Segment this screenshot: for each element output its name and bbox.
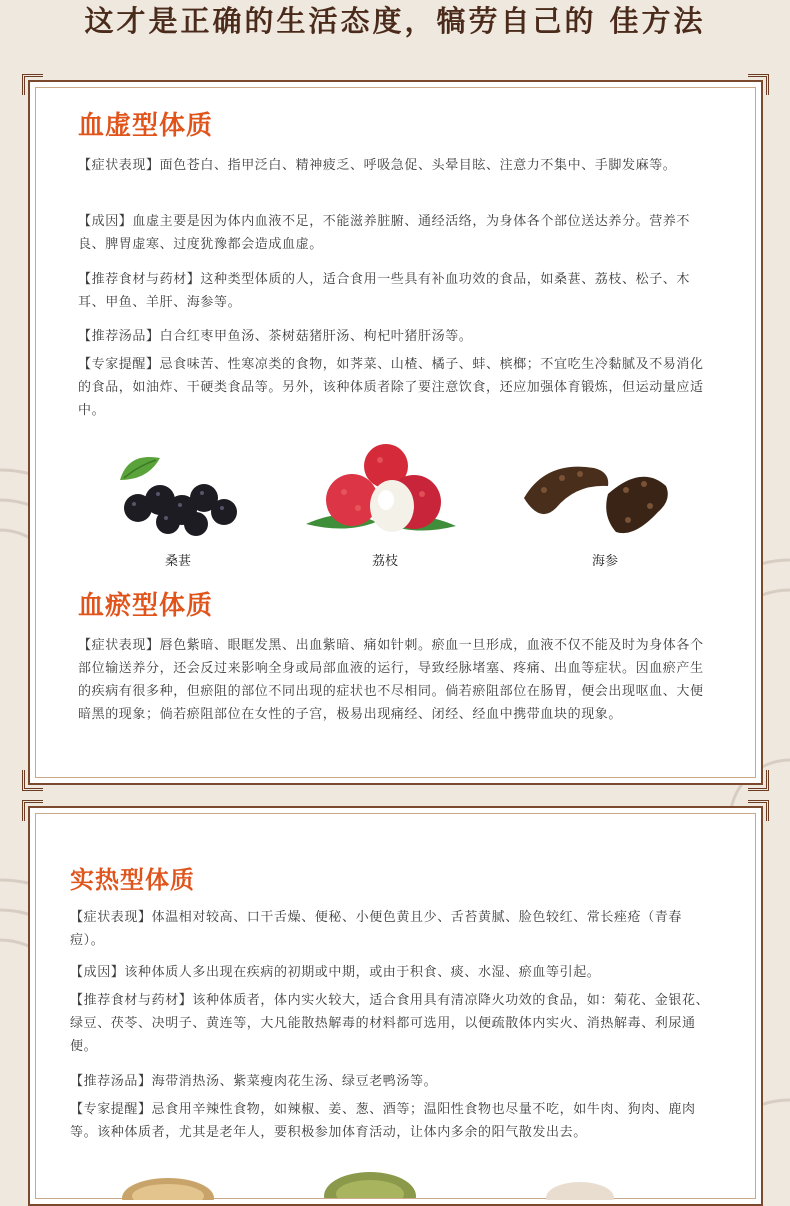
frame-corner bbox=[22, 770, 43, 791]
frame-corner bbox=[748, 770, 769, 791]
paragraph: 【推荐汤品】海带消热汤、紫菜瘦肉花生汤、绿豆老鸭汤等。 bbox=[70, 1074, 438, 1089]
panel-blood-deficiency bbox=[28, 80, 763, 785]
frame-corner bbox=[748, 74, 769, 95]
paragraph: 【成因】血虚主要是因为体内血液不足，不能滋养脏腑、通经活络，为身体各个部位送达养分。营养不良、脾胃虚寒、过度犹豫都会造成血虚。 bbox=[78, 214, 691, 252]
frame-corner bbox=[22, 800, 43, 821]
food-label-sea-cucumber: 海参 bbox=[591, 554, 618, 569]
paragraph: 【症状表现】面色苍白、指甲泛白、精神疲乏、呼吸急促、头晕目眩、注意力不集中、手脚发麻等。 bbox=[78, 158, 677, 173]
paragraph: 【症状表现】唇色紫暗、眼眶发黑、出血紫暗、痛如针刺。瘀血一旦形成，血液不仅不能及时为身体各个部位输送养分，还会反过来影响全身或局部血液的运行，导致经脉堵塞、疼痛、出血等症状。因血瘀产生的疾病有很多种，但瘀阻的部位不同出现的症状也不尽相同。倘若瘀阻部位在肠胃，便会出现呕血、大便暗黑的现象；倘若瘀阻部位在女性的子宫，极易出现痛经、闭经、经血中携带血块的现象。 bbox=[78, 638, 704, 722]
section-title: 血瘀型体质 bbox=[78, 591, 214, 621]
frame-corner bbox=[22, 74, 43, 95]
panel-excess-heat bbox=[28, 806, 763, 1206]
sea-cucumber-icon bbox=[516, 450, 676, 540]
herb-image-icon bbox=[118, 1170, 218, 1200]
paragraph: 【推荐汤品】白合红枣甲鱼汤、茶树菇猪肝汤、枸杞叶猪肝汤等。 bbox=[78, 329, 473, 344]
section-title: 血虚型体质 bbox=[78, 111, 214, 141]
lychee-icon bbox=[306, 442, 456, 542]
mulberry-icon bbox=[108, 450, 248, 540]
paragraph: 【专家提醒】忌食味苦、性寒凉类的食物，如荠菜、山楂、橘子、蚌、槟榔；不宜吃生冷黏腻及不易消化的食品，如油炸、干硬类食品等。另外，该种体质者除了要注意饮食，还应加强体育锻炼，但运动量应适中。 bbox=[78, 357, 704, 418]
page-headline: 这才是正确的生活态度，犒劳自己的 佳方法 bbox=[84, 4, 706, 38]
food-label-mulberry: 桑葚 bbox=[164, 554, 191, 569]
paragraph: 【症状表现】体温相对较高、口干舌燥、便秘、小便色黄且少、舌苔黄腻、脸色较红、常长痤疮（青春痘）。 bbox=[70, 910, 683, 948]
poria-image-icon bbox=[540, 1172, 620, 1200]
paragraph: 【专家提醒】忌食用辛辣性食物，如辣椒、姜、葱、酒等；温阳性食物也尽量不吃，如牛肉、狗肉、鹿肉等。该种体质者，尤其是老年人，要积极参加体育活动，让体内多余的阳气散发出去。 bbox=[70, 1102, 696, 1140]
food-label-lychee: 荔枝 bbox=[371, 554, 398, 569]
paragraph: 【推荐食材与药材】这种类型体质的人，适合食用一些具有补血功效的食品，如桑葚、荔枝、松子、木耳、甲鱼、羊肝、海参等。 bbox=[78, 272, 691, 310]
paragraph: 【成因】该种体质人多出现在疾病的初期或中期，或由于积食、痰、水湿、瘀血等引起。 bbox=[70, 965, 601, 980]
section-title: 实热型体质 bbox=[70, 866, 195, 894]
paragraph: 【推荐食材与药材】该种体质者，体内实火较大，适合食用具有清凉降火功效的食品，如：菊花、金银花、绿豆、茯苓、决明子、黄连等，大凡能散热解毒的材料都可选用，以便疏散体内实火、消热解毒、利尿通便。 bbox=[70, 993, 710, 1054]
frame-corner bbox=[748, 800, 769, 821]
